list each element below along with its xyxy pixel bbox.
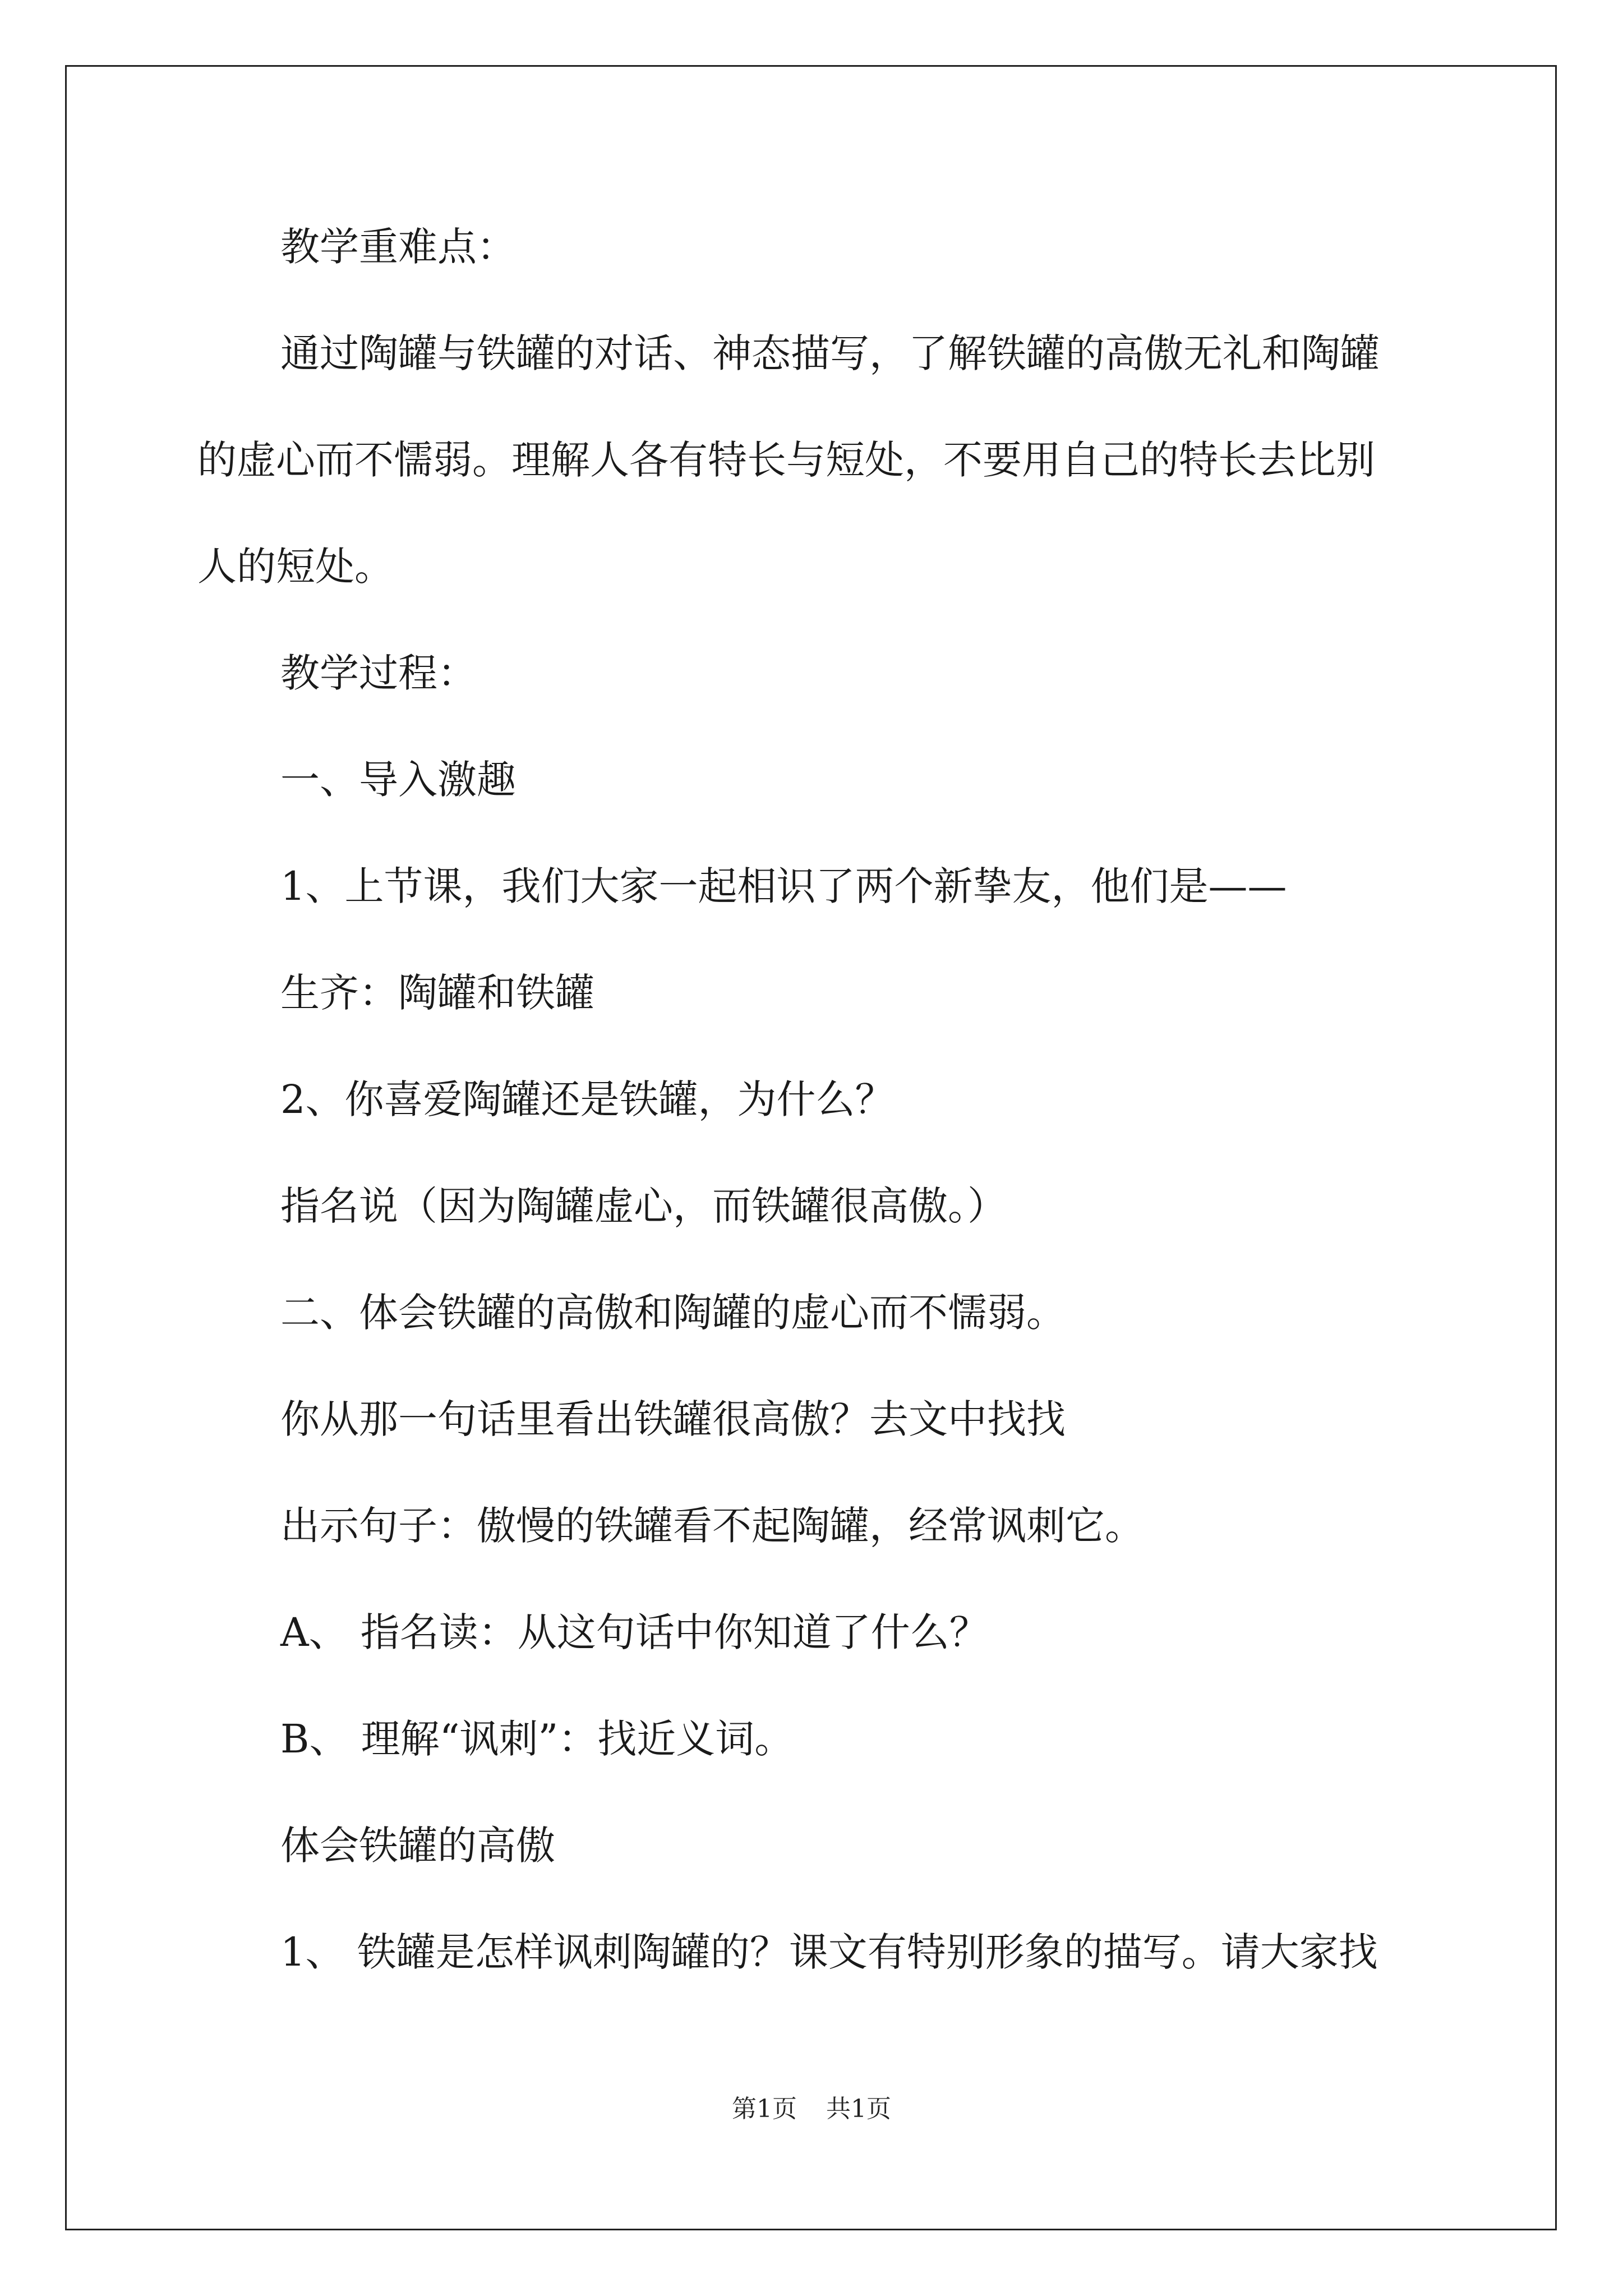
paragraph-heading-process: 教学过程： — [280, 650, 477, 696]
paragraph-line: 1、上节课，我们大家一起相识了两个新挚友，他们是—— — [280, 863, 1287, 909]
paragraph-line: 指名说（因为陶罐虚心，而铁罐很高傲。） — [280, 1183, 1007, 1229]
section-heading: 一、导入激趣 — [280, 757, 516, 803]
paragraph-heading-key-points: 教学重难点： — [280, 224, 516, 270]
paragraph-line: 体会铁罐的高傲 — [280, 1823, 555, 1869]
page-border — [65, 65, 1557, 2230]
paragraph-line: 生齐：陶罐和铁罐 — [280, 970, 594, 1016]
page-footer — [0, 2092, 1623, 2126]
paragraph-line: A、 指名读：从这句话中你知道了什么？ — [280, 1609, 989, 1655]
paragraph-line: 你从那一句话里看出铁罐很高傲？去文中找找 — [280, 1396, 1066, 1442]
paragraph-line: 出示句子：傲慢的铁罐看不起陶罐，经常讽刺它。 — [280, 1503, 1144, 1549]
paragraph-line: 的虚心而不懦弱。理解人各有特长与短处，不要用自己的特长去比别 — [197, 437, 1375, 483]
section-heading: 二、体会铁罐的高傲和陶罐的虚心而不懦弱。 — [280, 1290, 1066, 1336]
paragraph-line: 通过陶罐与铁罐的对话、神态描写，了解铁罐的高傲无礼和陶罐 — [280, 330, 1380, 376]
paragraph-line: B、 理解“讽刺”：找近义词。 — [280, 1716, 794, 1762]
paragraph-line: 1、 铁罐是怎样讽刺陶罐的？课文有特别形象的描写。请大家找 — [280, 1929, 1378, 1975]
page-total-count: 共1页 — [826, 2095, 891, 2123]
page-current-number: 第1页 — [732, 2095, 797, 2123]
paragraph-line: 人的短处。 — [197, 544, 394, 590]
paragraph-line: 2、你喜爱陶罐还是铁罐，为什么？ — [280, 1076, 895, 1122]
